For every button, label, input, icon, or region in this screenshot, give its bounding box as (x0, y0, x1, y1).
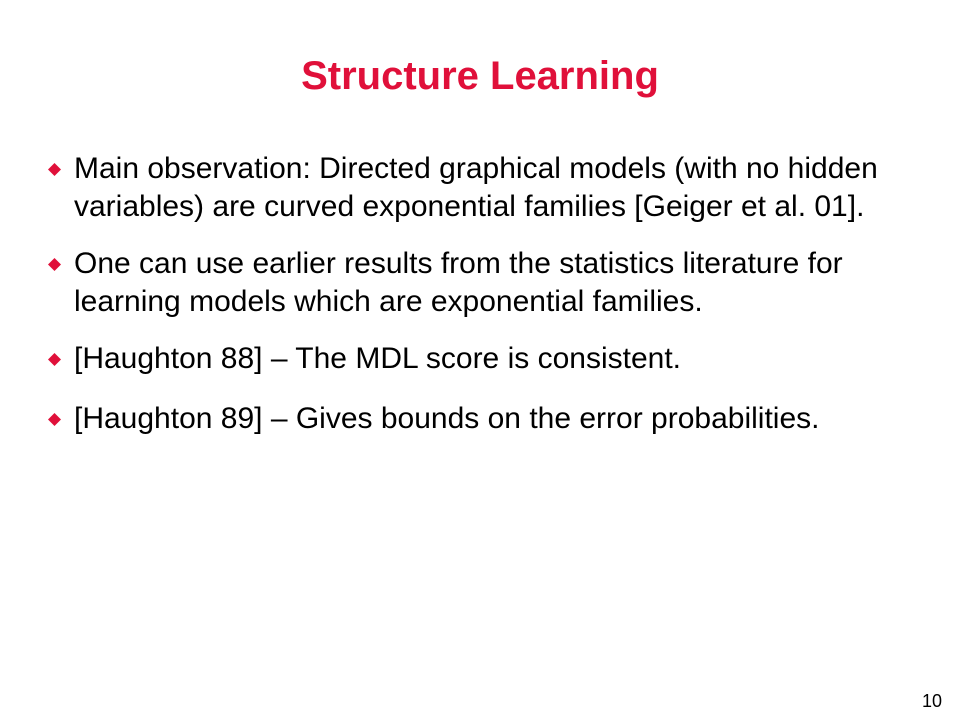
bullet-list (74, 150, 904, 457)
diamond-bullet-icon (48, 258, 61, 271)
bullet-text: [Haughton 88] – The MDL score is consistent. (74, 342, 681, 375)
slide-title: Structure Learning (301, 54, 659, 98)
bullet-item (74, 150, 904, 226)
diamond-bullet-icon (48, 163, 61, 176)
page-number: 10 (921, 691, 942, 711)
bullet-item (74, 400, 904, 438)
bullet-item (74, 340, 904, 378)
bullet-text: [Haughton 89] – Gives bounds on the error probabilities. (74, 402, 820, 435)
bullet-text: Main observation: Directed graphical models (with no hidden variables) are curved exponential families [Geiger et al. 01]. (74, 152, 878, 223)
bullet-text: One can use earlier results from the statistics literature for learning models which are exponential families. (74, 247, 843, 318)
diamond-bullet-icon (48, 353, 61, 366)
bullet-item (74, 245, 904, 321)
diamond-bullet-icon (48, 413, 61, 426)
